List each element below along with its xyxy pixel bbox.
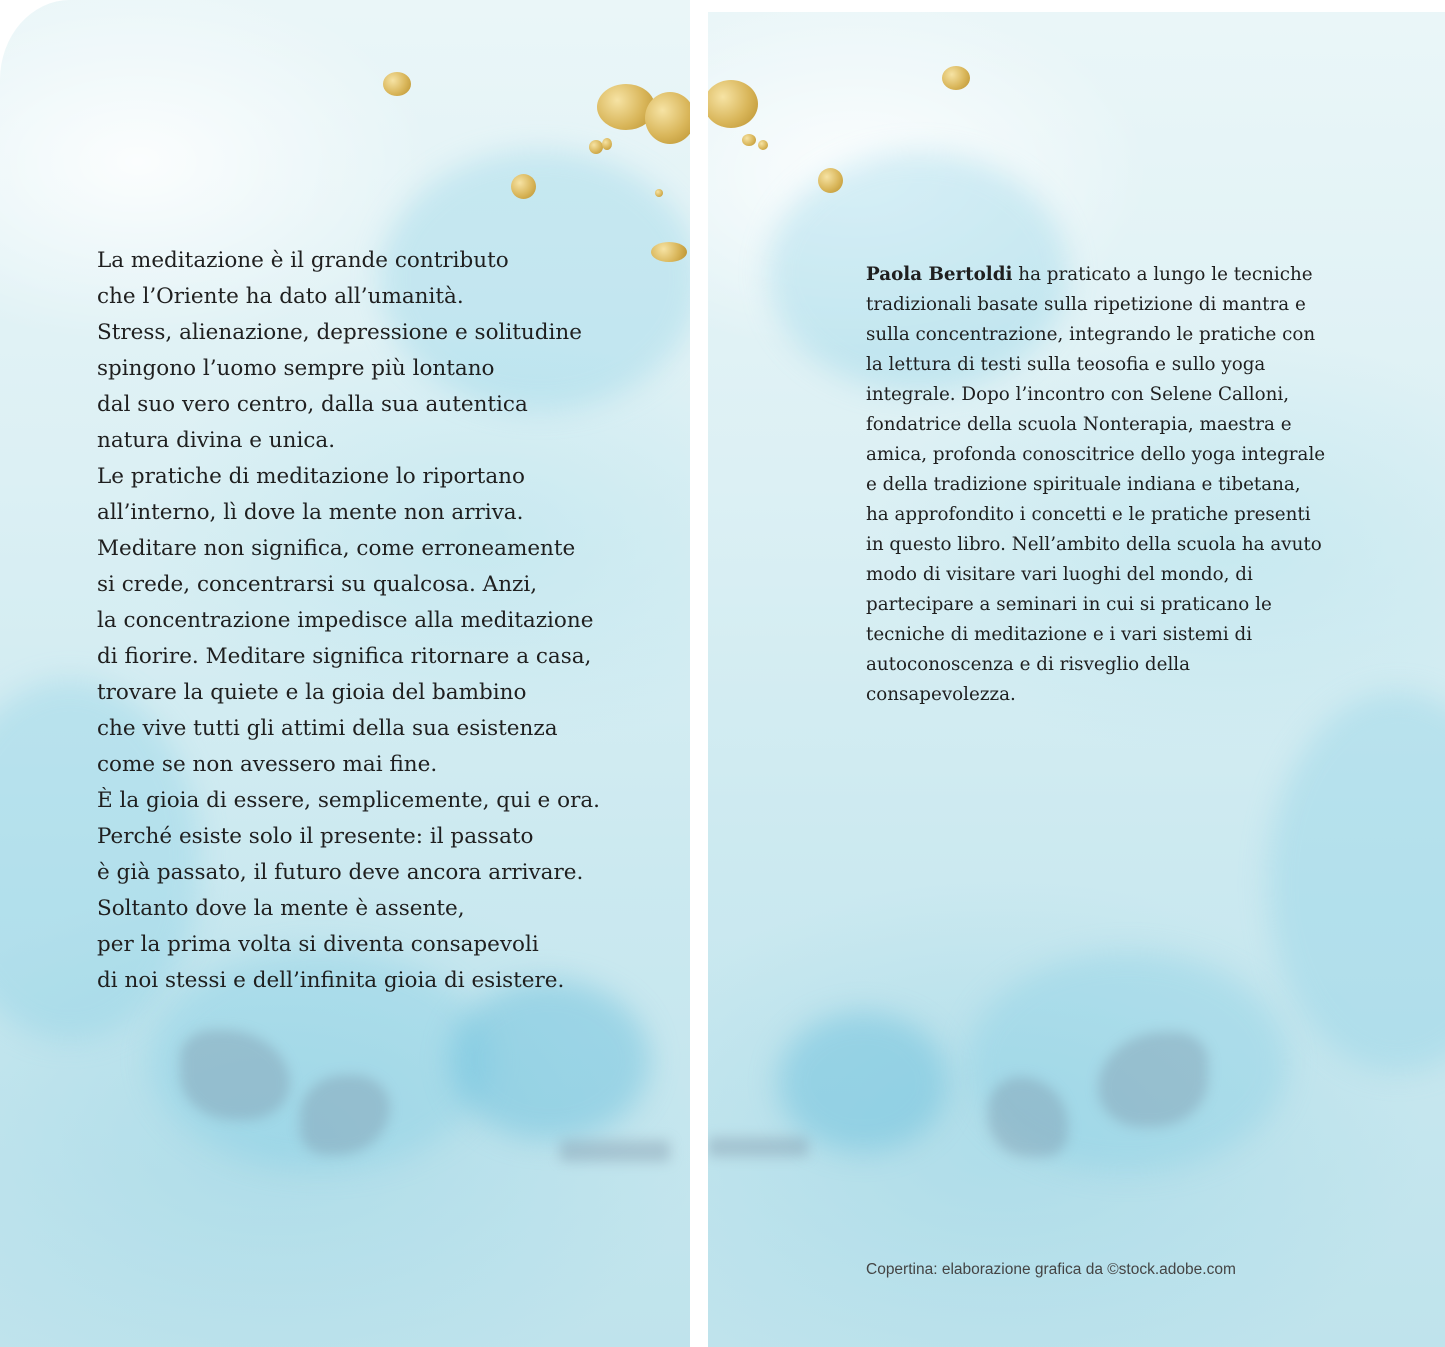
gold-splash bbox=[818, 168, 843, 193]
text-line: all’interno, lì dove la mente non arriva. bbox=[97, 500, 524, 525]
author-name: Paola Bertoldi bbox=[866, 264, 1013, 285]
watercolor-shadow bbox=[708, 1137, 808, 1157]
gold-splash bbox=[383, 72, 411, 96]
watercolor-wash bbox=[1268, 692, 1445, 1072]
watercolor-wash bbox=[450, 980, 650, 1140]
cover-credit: Copertina: elaborazione grafica da ©stock.adobe.com bbox=[866, 1261, 1236, 1278]
gold-splash bbox=[942, 66, 970, 90]
back-cover-right-page bbox=[708, 12, 1445, 1347]
text-line: come se non avessero mai fine. bbox=[97, 752, 438, 777]
text-line: la concentrazione impedisce alla meditazione bbox=[97, 608, 594, 633]
text-line: che l’Oriente ha dato all’umanità. bbox=[97, 284, 464, 309]
bio-text: ha praticato a lungo le tecniche tradizionali basate sulla ripetizione di mantra e sulla concentrazione, integrando le pratiche con la lettura di testi sulla teosofia e sullo yoga integrale. Dopo l’incontro con Selene Calloni, fondatrice della scuola Nonterapia, maestra e amica, profonda conoscitrice dello yoga integrale e della tradizione spirituale indiana e tibetana, ha approfondito i concetti e le pratiche presenti in questo libro. Nell’ambito della scuola ha avuto modo di visitare vari luoghi del mondo, di partecipare a seminari in cui si praticano le tecniche di meditazione e i vari sistemi di autoconoscenza e di risveglio della consapevolezza. bbox=[866, 264, 1326, 705]
watercolor-wash bbox=[778, 1012, 948, 1152]
text-line: che vive tutti gli attimi della sua esistenza bbox=[97, 716, 558, 741]
text-line: per la prima volta si diventa consapevoli bbox=[97, 932, 539, 957]
intro-text bbox=[97, 243, 600, 999]
text-line: Le pratiche di meditazione lo riportano bbox=[97, 464, 525, 489]
gold-splash bbox=[742, 134, 756, 146]
text-line: è già passato, il futuro deve ancora arrivare. bbox=[97, 860, 584, 885]
text-line: Perché esiste solo il presente: il passato bbox=[97, 824, 534, 849]
gold-splash bbox=[645, 92, 690, 144]
gold-splash bbox=[602, 138, 612, 150]
text-line: dal suo vero centro, dalla sua autentica bbox=[97, 392, 528, 417]
text-line: natura divina e unica. bbox=[97, 428, 336, 453]
text-line: si crede, concentrarsi su qualcosa. Anzi, bbox=[97, 572, 538, 597]
book-spine-gutter bbox=[690, 0, 708, 1347]
text-line: Stress, alienazione, depressione e solitudine bbox=[97, 320, 582, 345]
gold-splash bbox=[708, 80, 758, 128]
text-line: di noi stessi e dell’infinita gioia di esistere. bbox=[97, 968, 565, 993]
gold-splash bbox=[655, 189, 663, 197]
back-cover-left-page bbox=[0, 0, 690, 1347]
text-line: di fiorire. Meditare significa ritornare a casa, bbox=[97, 644, 592, 669]
text-line: Meditare non significa, come erroneamente bbox=[97, 536, 576, 561]
text-line: spingono l’uomo sempre più lontano bbox=[97, 356, 495, 381]
gold-splash bbox=[511, 174, 536, 199]
text-line: trovare la quiete e la gioia del bambino bbox=[97, 680, 527, 705]
text-line: È la gioia di essere, semplicemente, qui e ora. bbox=[97, 788, 600, 813]
author-bio bbox=[866, 260, 1326, 710]
text-line: La meditazione è il grande contributo bbox=[97, 248, 509, 273]
gold-splash bbox=[758, 140, 768, 150]
text-line: Soltanto dove la mente è assente, bbox=[97, 896, 465, 921]
gold-splash bbox=[589, 140, 603, 154]
gold-splash bbox=[651, 242, 687, 262]
watercolor-shadow bbox=[560, 1140, 670, 1162]
